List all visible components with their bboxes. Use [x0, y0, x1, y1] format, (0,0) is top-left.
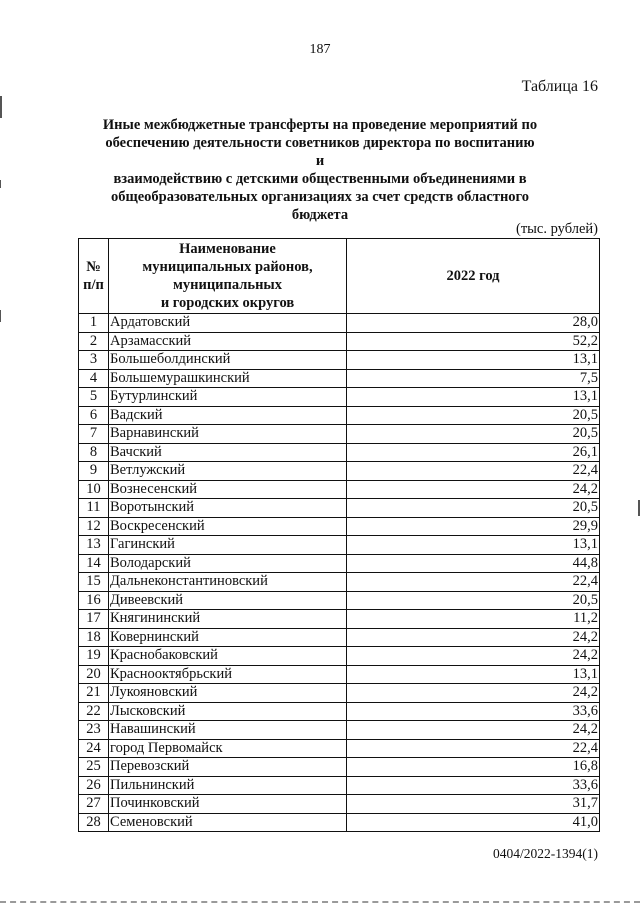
row-number: 14	[79, 554, 109, 573]
row-municipality: Пильнинский	[109, 776, 347, 795]
row-municipality: Ковернинский	[109, 628, 347, 647]
row-number: 8	[79, 443, 109, 462]
title-line: бюджета	[291, 207, 349, 223]
row-municipality: Бутурлинский	[109, 388, 347, 407]
header-municipality-line: и городских округов	[160, 295, 295, 311]
table-row	[79, 517, 600, 536]
table-row	[79, 332, 600, 351]
row-amount: 20,5	[347, 499, 600, 518]
row-number: 27	[79, 795, 109, 814]
row-municipality: Гагинский	[109, 536, 347, 555]
row-amount: 26,1	[347, 443, 600, 462]
document-title	[100, 116, 540, 224]
row-amount: 22,4	[347, 573, 600, 592]
table-row	[79, 388, 600, 407]
units-label: (тыс. рублей)	[516, 221, 598, 237]
table-body	[79, 314, 600, 832]
header-number	[79, 239, 109, 314]
row-amount: 31,7	[347, 795, 600, 814]
row-number: 24	[79, 739, 109, 758]
header-municipality-line: муниципальных районов,	[142, 259, 313, 275]
table-label: Таблица 16	[521, 78, 598, 95]
row-number: 15	[79, 573, 109, 592]
title-line: общеобразовательных организациях за счет средств областного	[110, 189, 530, 205]
table-row	[79, 628, 600, 647]
row-number: 20	[79, 665, 109, 684]
row-municipality: Воротынский	[109, 499, 347, 518]
title-line: взаимодействию с детскими общественными объединениями в	[113, 171, 527, 187]
table-row	[79, 536, 600, 555]
row-municipality: Семеновский	[109, 813, 347, 832]
row-amount: 24,2	[347, 684, 600, 703]
table-row	[79, 480, 600, 499]
row-amount: 24,2	[347, 628, 600, 647]
header-municipality	[109, 239, 347, 314]
row-municipality: Перевозский	[109, 758, 347, 777]
header-municipality-line: муниципальных	[172, 277, 282, 293]
row-number: 23	[79, 721, 109, 740]
row-number: 17	[79, 610, 109, 629]
scan-edge	[0, 901, 640, 903]
table-row	[79, 647, 600, 666]
title-line: Иные межбюджетные трансферты на проведение мероприятий по	[102, 117, 538, 133]
table-row	[79, 406, 600, 425]
row-number: 11	[79, 499, 109, 518]
row-municipality: Краснооктябрьский	[109, 665, 347, 684]
row-amount: 33,6	[347, 702, 600, 721]
row-municipality: Вознесенский	[109, 480, 347, 499]
row-amount: 29,9	[347, 517, 600, 536]
table-row	[79, 721, 600, 740]
row-municipality: Воскресенский	[109, 517, 347, 536]
row-amount: 22,4	[347, 739, 600, 758]
row-number: 1	[79, 314, 109, 333]
row-amount: 24,2	[347, 647, 600, 666]
scan-artifact	[0, 180, 1, 188]
table-row	[79, 462, 600, 481]
table-row	[79, 758, 600, 777]
row-number: 13	[79, 536, 109, 555]
row-municipality: Дивеевский	[109, 591, 347, 610]
row-municipality: Вачский	[109, 443, 347, 462]
table-row	[79, 573, 600, 592]
scan-artifact	[0, 310, 1, 322]
header-number-line: №	[86, 259, 101, 275]
row-number: 5	[79, 388, 109, 407]
row-municipality: Навашинский	[109, 721, 347, 740]
title-line: обеспечению деятельности советников директора по воспитанию и	[105, 135, 535, 169]
row-amount: 22,4	[347, 462, 600, 481]
row-amount: 13,1	[347, 351, 600, 370]
row-amount: 20,5	[347, 406, 600, 425]
row-municipality: Вадский	[109, 406, 347, 425]
table-row	[79, 554, 600, 573]
table-row	[79, 702, 600, 721]
row-number: 4	[79, 369, 109, 388]
table-header-row	[79, 239, 600, 314]
transfers-table	[78, 238, 600, 832]
row-number: 9	[79, 462, 109, 481]
table-row	[79, 369, 600, 388]
table-row	[79, 776, 600, 795]
row-number: 26	[79, 776, 109, 795]
row-number: 22	[79, 702, 109, 721]
table-row	[79, 610, 600, 629]
row-amount: 13,1	[347, 536, 600, 555]
row-municipality: город Первомайск	[109, 739, 347, 758]
table-row	[79, 813, 600, 832]
table-row	[79, 499, 600, 518]
table-row	[79, 425, 600, 444]
table-row	[79, 795, 600, 814]
table-row	[79, 314, 600, 333]
table-row	[79, 739, 600, 758]
row-number: 19	[79, 647, 109, 666]
row-municipality: Княгининский	[109, 610, 347, 629]
row-amount: 44,8	[347, 554, 600, 573]
row-municipality: Лукояновский	[109, 684, 347, 703]
row-amount: 20,5	[347, 591, 600, 610]
table-row	[79, 591, 600, 610]
document-code: 0404/2022-1394(1)	[493, 846, 598, 861]
header-municipality-line: Наименование	[179, 241, 276, 257]
row-amount: 28,0	[347, 314, 600, 333]
row-municipality: Починковский	[109, 795, 347, 814]
row-number: 7	[79, 425, 109, 444]
row-number: 3	[79, 351, 109, 370]
header-number-line: п/п	[83, 277, 104, 293]
row-number: 28	[79, 813, 109, 832]
row-municipality: Арзамасский	[109, 332, 347, 351]
row-number: 16	[79, 591, 109, 610]
row-municipality: Дальнеконстантиновский	[109, 573, 347, 592]
row-amount: 41,0	[347, 813, 600, 832]
row-amount: 20,5	[347, 425, 600, 444]
row-amount: 11,2	[347, 610, 600, 629]
row-number: 18	[79, 628, 109, 647]
row-number: 21	[79, 684, 109, 703]
row-municipality: Варнавинский	[109, 425, 347, 444]
scan-artifact	[0, 96, 2, 118]
row-municipality: Большемурашкинский	[109, 369, 347, 388]
row-number: 12	[79, 517, 109, 536]
row-amount: 52,2	[347, 332, 600, 351]
row-amount: 24,2	[347, 480, 600, 499]
row-amount: 13,1	[347, 388, 600, 407]
row-municipality: Лысковский	[109, 702, 347, 721]
header-year-2022: 2022 год	[347, 239, 600, 314]
table-row	[79, 684, 600, 703]
row-amount: 16,8	[347, 758, 600, 777]
row-amount: 13,1	[347, 665, 600, 684]
row-municipality: Ветлужский	[109, 462, 347, 481]
row-amount: 7,5	[347, 369, 600, 388]
row-amount: 24,2	[347, 721, 600, 740]
row-municipality: Большеболдинский	[109, 351, 347, 370]
page-number: 187	[309, 42, 331, 57]
table-row	[79, 351, 600, 370]
row-number: 10	[79, 480, 109, 499]
row-municipality: Володарский	[109, 554, 347, 573]
row-number: 6	[79, 406, 109, 425]
row-number: 2	[79, 332, 109, 351]
row-municipality: Краснобаковский	[109, 647, 347, 666]
row-number: 25	[79, 758, 109, 777]
table-row	[79, 665, 600, 684]
row-municipality: Ардатовский	[109, 314, 347, 333]
row-amount: 33,6	[347, 776, 600, 795]
table-row	[79, 443, 600, 462]
